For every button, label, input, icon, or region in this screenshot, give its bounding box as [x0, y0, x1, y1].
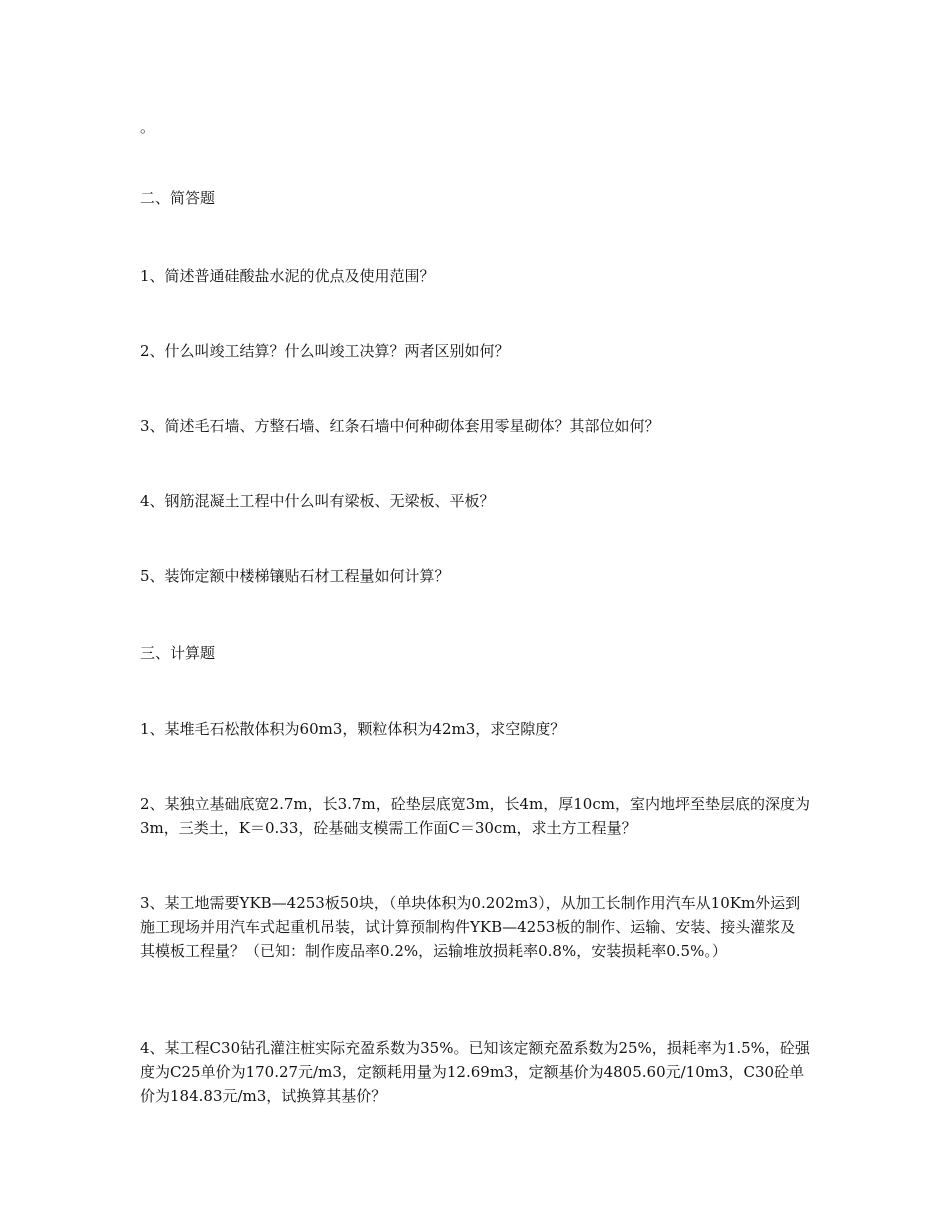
question-item: 5、装饰定额中楼梯镶贴石材工程量如何计算？	[140, 567, 450, 585]
calculation-item: 1、某堆毛石松散体积为60m3，颗粒体积为42m3，求空隙度？	[140, 720, 566, 738]
calculation-item: 3、某工地需要YKB—4253板50块，（单块体积为0.202m3），从加工长制作用汽车从10Km外运到施工现场并用汽车式起重机吊装，试计算预制构件YKB—4253板的制作、运输、安装、接头灌浆及其模板工程量？（已知：制作废品率0.2%，运输堆放损耗率0.8%，安装损耗率0.5%。）	[140, 894, 801, 960]
section-heading-calculation: 三、计算题	[140, 644, 216, 662]
question-item: 3、简述毛石墙、方整石墙、红条石墙中何种砌体套用零星砌体？其部位如何？	[140, 417, 660, 435]
question-item: 4、钢筋混凝土工程中什么叫有梁板、无梁板、平板？	[140, 492, 495, 510]
leading-punctuation: 。	[140, 118, 156, 136]
section-heading-short-answer: 二、简答题	[140, 189, 216, 207]
question-item: 1、简述普通硅酸盐水泥的优点及使用范围？	[140, 267, 435, 285]
question-item: 2、什么叫竣工结算？什么叫竣工决算？两者区别如何？	[140, 342, 510, 360]
calculation-item: 2、某独立基础底宽2.7m，长3.7m，砼垫层底宽3m，长4m，厚10cm，室内地坪至垫层底的深度为3m，三类土，K＝0.33，砼基础支模需工作面C＝30cm，求土方工程量？	[140, 795, 810, 837]
calculation-item: 4、某工程C30钻孔灌注桩实际充盈系数为35%。已知该定额充盈系数为25%，损耗率为1.5%，砼强度为C25单价为170.27元/m3，定额耗用量为12.69m3，定额基价为4805.60元/10m3，C30砼单价为184.83元/m3，试换算其基价？	[140, 1039, 810, 1105]
